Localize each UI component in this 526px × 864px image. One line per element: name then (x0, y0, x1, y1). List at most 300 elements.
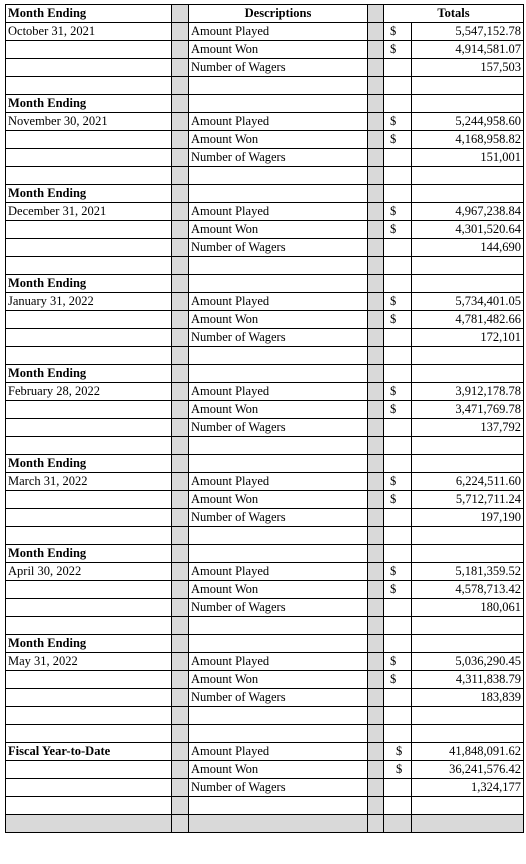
shade-cell (172, 401, 189, 419)
shade-cell (172, 329, 189, 347)
table-row (6, 491, 524, 509)
empty-cell[interactable] (6, 689, 172, 707)
empty-cell[interactable] (189, 185, 368, 203)
empty-cell[interactable] (384, 239, 412, 257)
table-row (6, 293, 524, 311)
period-date-cell[interactable]: November 30, 2021 (6, 113, 172, 131)
shade-cell (172, 581, 189, 599)
amount-cell[interactable]: 4,168,958.82 (412, 131, 524, 149)
empty-cell[interactable] (412, 185, 524, 203)
empty-cell[interactable] (412, 257, 524, 275)
amount-cell[interactable]: 5,712,711.24 (412, 491, 524, 509)
empty-cell[interactable] (189, 437, 368, 455)
amount-cell[interactable]: 6,224,511.60 (412, 473, 524, 491)
description-cell[interactable]: Number of Wagers (189, 239, 368, 257)
shade-cell (368, 23, 384, 41)
description-cell[interactable]: Amount Played (189, 653, 368, 671)
empty-cell[interactable] (6, 509, 172, 527)
shade-cell (368, 167, 384, 185)
empty-cell[interactable] (6, 329, 172, 347)
shade-cell (172, 455, 189, 473)
empty-cell[interactable] (412, 527, 524, 545)
empty-cell[interactable] (384, 77, 412, 95)
description-cell[interactable]: Amount Won (189, 581, 368, 599)
amount-cell[interactable]: 36,241,576.42 (412, 761, 524, 779)
shade-cell (368, 5, 384, 23)
empty-cell[interactable] (384, 635, 412, 653)
table-row (6, 311, 524, 329)
shade-cell (172, 761, 189, 779)
shade-cell (172, 491, 189, 509)
empty-cell[interactable] (412, 95, 524, 113)
currency-cell[interactable]: $ (384, 761, 412, 779)
description-cell[interactable]: Amount Played (189, 113, 368, 131)
description-cell[interactable]: Amount Played (189, 473, 368, 491)
period-heading-cell[interactable]: Month Ending (6, 635, 172, 653)
currency-cell[interactable]: $ (384, 293, 412, 311)
shade-cell (368, 725, 384, 743)
empty-cell[interactable] (384, 509, 412, 527)
amount-cell[interactable]: 4,311,838.79 (412, 671, 524, 689)
shade-cell (172, 365, 189, 383)
shade-cell (368, 221, 384, 239)
shade-cell (368, 509, 384, 527)
empty-cell[interactable] (189, 545, 368, 563)
description-cell[interactable]: Amount Won (189, 131, 368, 149)
period-date-cell[interactable]: December 31, 2021 (6, 203, 172, 221)
shade-cell (368, 815, 384, 833)
shade-cell (172, 113, 189, 131)
empty-cell[interactable] (412, 725, 524, 743)
period-date-cell[interactable]: February 28, 2022 (6, 383, 172, 401)
wager-summary-table (5, 4, 524, 833)
shade-cell (368, 743, 384, 761)
empty-cell[interactable] (189, 455, 368, 473)
spacer-row (6, 707, 524, 725)
amount-cell[interactable]: 41,848,091.62 (412, 743, 524, 761)
shade-cell (172, 311, 189, 329)
empty-cell[interactable] (384, 257, 412, 275)
table-row (6, 221, 524, 239)
empty-cell[interactable] (6, 77, 172, 95)
description-cell[interactable]: Amount Played (189, 203, 368, 221)
empty-cell[interactable] (412, 365, 524, 383)
currency-cell[interactable]: $ (384, 41, 412, 59)
count-cell[interactable]: 157,503 (412, 59, 524, 77)
count-cell[interactable]: 137,792 (412, 419, 524, 437)
count-cell[interactable]: 197,190 (412, 509, 524, 527)
spacer-row (6, 437, 524, 455)
empty-cell[interactable] (412, 455, 524, 473)
amount-cell[interactable]: 4,967,238.84 (412, 203, 524, 221)
shade-cell (368, 599, 384, 617)
empty-cell[interactable] (384, 329, 412, 347)
spacer-row (6, 167, 524, 185)
empty-cell[interactable] (189, 725, 368, 743)
table-row (6, 563, 524, 581)
description-cell[interactable]: Number of Wagers (189, 329, 368, 347)
description-cell[interactable]: Amount Played (189, 23, 368, 41)
shade-cell (172, 239, 189, 257)
count-cell[interactable]: 183,839 (412, 689, 524, 707)
shade-cell (368, 689, 384, 707)
empty-cell[interactable] (6, 149, 172, 167)
period-heading-cell[interactable]: Month Ending (6, 365, 172, 383)
count-cell[interactable]: 1,324,177 (412, 779, 524, 797)
shade-cell (172, 545, 189, 563)
description-cell[interactable]: Amount Won (189, 491, 368, 509)
empty-cell[interactable] (189, 797, 368, 815)
empty-cell[interactable] (384, 365, 412, 383)
spacer-row (6, 617, 524, 635)
empty-cell[interactable] (384, 59, 412, 77)
shade-cell (172, 23, 189, 41)
shade-cell (368, 671, 384, 689)
empty-cell[interactable] (6, 761, 172, 779)
amount-cell[interactable]: 3,912,178.78 (412, 383, 524, 401)
table-row (6, 59, 524, 77)
shade-cell (368, 239, 384, 257)
empty-cell[interactable] (6, 419, 172, 437)
empty-cell[interactable] (6, 131, 172, 149)
shade-cell (172, 797, 189, 815)
empty-cell[interactable] (6, 311, 172, 329)
shade-cell (368, 653, 384, 671)
currency-cell[interactable]: $ (384, 653, 412, 671)
shade-cell (368, 545, 384, 563)
empty-cell[interactable] (189, 617, 368, 635)
description-cell[interactable]: Amount Played (189, 743, 368, 761)
empty-cell[interactable] (6, 437, 172, 455)
currency-cell[interactable]: $ (384, 311, 412, 329)
empty-cell[interactable] (384, 689, 412, 707)
empty-cell[interactable] (412, 77, 524, 95)
empty-cell[interactable] (189, 365, 368, 383)
table-row (6, 275, 524, 293)
description-cell[interactable]: Amount Won (189, 401, 368, 419)
shade-cell (172, 527, 189, 545)
shade-cell (368, 383, 384, 401)
period-heading-cell[interactable]: Month Ending (6, 455, 172, 473)
table-body (6, 5, 524, 833)
table-row (6, 671, 524, 689)
empty-cell[interactable] (384, 545, 412, 563)
amount-cell[interactable]: 5,181,359.52 (412, 563, 524, 581)
shade-cell (368, 347, 384, 365)
shade-cell (368, 779, 384, 797)
description-cell[interactable]: Amount Won (189, 41, 368, 59)
shade-cell (368, 203, 384, 221)
empty-cell[interactable] (6, 671, 172, 689)
shade-cell (172, 275, 189, 293)
table-row (6, 509, 524, 527)
shade-cell (172, 437, 189, 455)
shade-cell (412, 815, 524, 833)
empty-cell[interactable] (384, 167, 412, 185)
empty-cell[interactable] (189, 77, 368, 95)
shade-cell (172, 689, 189, 707)
empty-cell[interactable] (189, 167, 368, 185)
count-cell[interactable]: 172,101 (412, 329, 524, 347)
period-heading-cell[interactable]: Month Ending (6, 275, 172, 293)
shade-cell (368, 95, 384, 113)
shade-cell (172, 221, 189, 239)
empty-cell[interactable] (384, 437, 412, 455)
description-cell[interactable]: Amount Won (189, 221, 368, 239)
period-heading-cell[interactable]: Month Ending (6, 95, 172, 113)
shade-cell (172, 707, 189, 725)
empty-cell[interactable] (189, 257, 368, 275)
amount-cell[interactable]: 3,471,769.78 (412, 401, 524, 419)
shade-cell (368, 581, 384, 599)
shade-cell (172, 149, 189, 167)
shade-cell (172, 293, 189, 311)
shade-cell (172, 473, 189, 491)
shade-cell (368, 293, 384, 311)
shade-cell (368, 77, 384, 95)
shade-cell (368, 491, 384, 509)
shade-cell (368, 617, 384, 635)
table-row (6, 401, 524, 419)
fiscal-label-cell[interactable]: Fiscal Year-to-Date (6, 743, 172, 761)
empty-cell[interactable] (6, 599, 172, 617)
empty-cell[interactable] (189, 707, 368, 725)
table-row (6, 635, 524, 653)
empty-cell[interactable] (6, 41, 172, 59)
empty-cell[interactable] (189, 347, 368, 365)
description-cell[interactable]: Amount Played (189, 293, 368, 311)
description-cell[interactable]: Number of Wagers (189, 599, 368, 617)
shade-cell (368, 761, 384, 779)
currency-cell[interactable]: $ (384, 671, 412, 689)
shade-cell (172, 563, 189, 581)
period-heading-cell[interactable]: Month Ending (6, 185, 172, 203)
description-cell[interactable]: Amount Won (189, 761, 368, 779)
shade-cell (368, 113, 384, 131)
fiscal-row (6, 779, 524, 797)
empty-cell[interactable] (189, 95, 368, 113)
shade-cell (368, 59, 384, 77)
shade-cell (6, 815, 172, 833)
empty-cell[interactable] (384, 725, 412, 743)
shade-cell (172, 419, 189, 437)
currency-cell[interactable]: $ (384, 581, 412, 599)
currency-cell[interactable]: $ (384, 203, 412, 221)
shade-cell (172, 77, 189, 95)
empty-cell[interactable] (384, 95, 412, 113)
amount-cell[interactable]: 4,914,581.07 (412, 41, 524, 59)
period-date-cell[interactable]: April 30, 2022 (6, 563, 172, 581)
table-row (6, 131, 524, 149)
currency-cell[interactable]: $ (384, 383, 412, 401)
amount-cell[interactable]: 4,578,713.42 (412, 581, 524, 599)
shade-cell (368, 365, 384, 383)
currency-cell[interactable]: $ (384, 491, 412, 509)
empty-cell[interactable] (189, 635, 368, 653)
description-cell[interactable]: Amount Won (189, 671, 368, 689)
period-date-cell[interactable]: March 31, 2022 (6, 473, 172, 491)
empty-cell[interactable] (384, 707, 412, 725)
empty-cell[interactable] (412, 347, 524, 365)
empty-cell[interactable] (412, 797, 524, 815)
empty-cell[interactable] (384, 797, 412, 815)
count-cell[interactable]: 144,690 (412, 239, 524, 257)
shade-cell (172, 257, 189, 275)
table-row (6, 473, 524, 491)
empty-cell[interactable] (412, 545, 524, 563)
shade-cell (172, 653, 189, 671)
shade-cell (384, 815, 412, 833)
empty-cell[interactable] (412, 275, 524, 293)
amount-cell[interactable]: 4,301,520.64 (412, 221, 524, 239)
period-date-cell[interactable]: May 31, 2022 (6, 653, 172, 671)
empty-cell[interactable] (384, 185, 412, 203)
empty-cell[interactable] (6, 347, 172, 365)
empty-cell[interactable] (189, 527, 368, 545)
currency-cell[interactable]: $ (384, 113, 412, 131)
empty-cell[interactable] (412, 707, 524, 725)
table-row (6, 23, 524, 41)
shade-cell (172, 5, 189, 23)
empty-cell[interactable] (384, 419, 412, 437)
table-row (6, 581, 524, 599)
shade-cell (172, 599, 189, 617)
empty-cell[interactable] (189, 275, 368, 293)
table-row (6, 95, 524, 113)
amount-cell[interactable]: 5,244,958.60 (412, 113, 524, 131)
empty-cell[interactable] (6, 797, 172, 815)
empty-cell[interactable] (384, 347, 412, 365)
shade-cell (368, 527, 384, 545)
period-heading-cell[interactable]: Month Ending (6, 545, 172, 563)
description-cell[interactable]: Number of Wagers (189, 149, 368, 167)
period-date-cell[interactable]: January 31, 2022 (6, 293, 172, 311)
currency-cell[interactable]: $ (384, 401, 412, 419)
empty-cell[interactable] (6, 167, 172, 185)
empty-cell[interactable] (412, 635, 524, 653)
currency-cell[interactable]: $ (384, 23, 412, 41)
empty-cell[interactable] (412, 617, 524, 635)
empty-cell[interactable] (6, 707, 172, 725)
shade-cell (172, 815, 189, 833)
table-row (6, 203, 524, 221)
empty-cell[interactable] (384, 149, 412, 167)
shade-cell (172, 41, 189, 59)
shade-cell (172, 779, 189, 797)
table-row (6, 653, 524, 671)
empty-cell[interactable] (6, 527, 172, 545)
shade-cell (368, 329, 384, 347)
table-row (6, 185, 524, 203)
empty-cell[interactable] (384, 617, 412, 635)
description-cell[interactable]: Amount Won (189, 311, 368, 329)
empty-cell[interactable] (384, 275, 412, 293)
empty-cell[interactable] (6, 401, 172, 419)
table-row (6, 239, 524, 257)
table-row (6, 41, 524, 59)
shade-cell (368, 419, 384, 437)
empty-cell[interactable] (6, 221, 172, 239)
empty-cell[interactable] (384, 599, 412, 617)
empty-cell[interactable] (6, 617, 172, 635)
shade-cell (368, 185, 384, 203)
amount-cell[interactable]: 5,734,401.05 (412, 293, 524, 311)
empty-cell[interactable] (6, 257, 172, 275)
period-date-cell[interactable]: October 31, 2021 (6, 23, 172, 41)
shade-cell (368, 131, 384, 149)
empty-cell[interactable] (6, 581, 172, 599)
currency-cell[interactable]: $ (384, 131, 412, 149)
shade-cell (172, 185, 189, 203)
shade-cell (368, 473, 384, 491)
table-row (6, 113, 524, 131)
empty-cell[interactable] (6, 779, 172, 797)
fiscal-row (6, 761, 524, 779)
description-cell[interactable]: Number of Wagers (189, 419, 368, 437)
header-row (6, 5, 524, 23)
shade-cell (172, 383, 189, 401)
description-cell[interactable]: Number of Wagers (189, 689, 368, 707)
table-row (6, 455, 524, 473)
shade-cell (172, 95, 189, 113)
description-cell[interactable]: Number of Wagers (189, 59, 368, 77)
empty-cell[interactable] (412, 167, 524, 185)
currency-cell[interactable]: $ (384, 563, 412, 581)
shade-cell (172, 671, 189, 689)
shade-cell (368, 707, 384, 725)
spacer-row (6, 347, 524, 365)
count-cell[interactable]: 180,061 (412, 599, 524, 617)
shade-cell (368, 257, 384, 275)
amount-cell[interactable]: 4,781,482.66 (412, 311, 524, 329)
currency-cell[interactable]: $ (384, 221, 412, 239)
empty-cell[interactable] (384, 527, 412, 545)
amount-cell[interactable]: 5,547,152.78 (412, 23, 524, 41)
shade-cell (368, 455, 384, 473)
empty-cell[interactable] (384, 779, 412, 797)
description-cell[interactable]: Amount Played (189, 563, 368, 581)
spacer-row (6, 77, 524, 95)
empty-cell[interactable] (6, 491, 172, 509)
shade-cell (172, 167, 189, 185)
empty-cell[interactable] (6, 725, 172, 743)
description-cell[interactable]: Number of Wagers (189, 509, 368, 527)
spacer-row (6, 527, 524, 545)
table-row (6, 149, 524, 167)
shade-cell (368, 149, 384, 167)
empty-cell[interactable] (412, 437, 524, 455)
header-period-cell[interactable]: Month Ending (6, 5, 172, 23)
shade-cell (172, 131, 189, 149)
spacer-row (6, 797, 524, 815)
description-cell[interactable]: Amount Played (189, 383, 368, 401)
empty-cell[interactable] (6, 59, 172, 77)
empty-cell[interactable] (6, 239, 172, 257)
count-cell[interactable]: 151,001 (412, 149, 524, 167)
header-totals-cell[interactable]: Totals (384, 5, 524, 23)
empty-cell[interactable] (384, 455, 412, 473)
header-descriptions-cell[interactable]: Descriptions (189, 5, 368, 23)
shade-cell (172, 203, 189, 221)
description-cell[interactable]: Number of Wagers (189, 779, 368, 797)
shade-cell (172, 509, 189, 527)
currency-cell[interactable]: $ (384, 743, 412, 761)
currency-cell[interactable]: $ (384, 473, 412, 491)
shade-cell (368, 311, 384, 329)
amount-cell[interactable]: 5,036,290.45 (412, 653, 524, 671)
shade-cell (172, 725, 189, 743)
table-row (6, 689, 524, 707)
